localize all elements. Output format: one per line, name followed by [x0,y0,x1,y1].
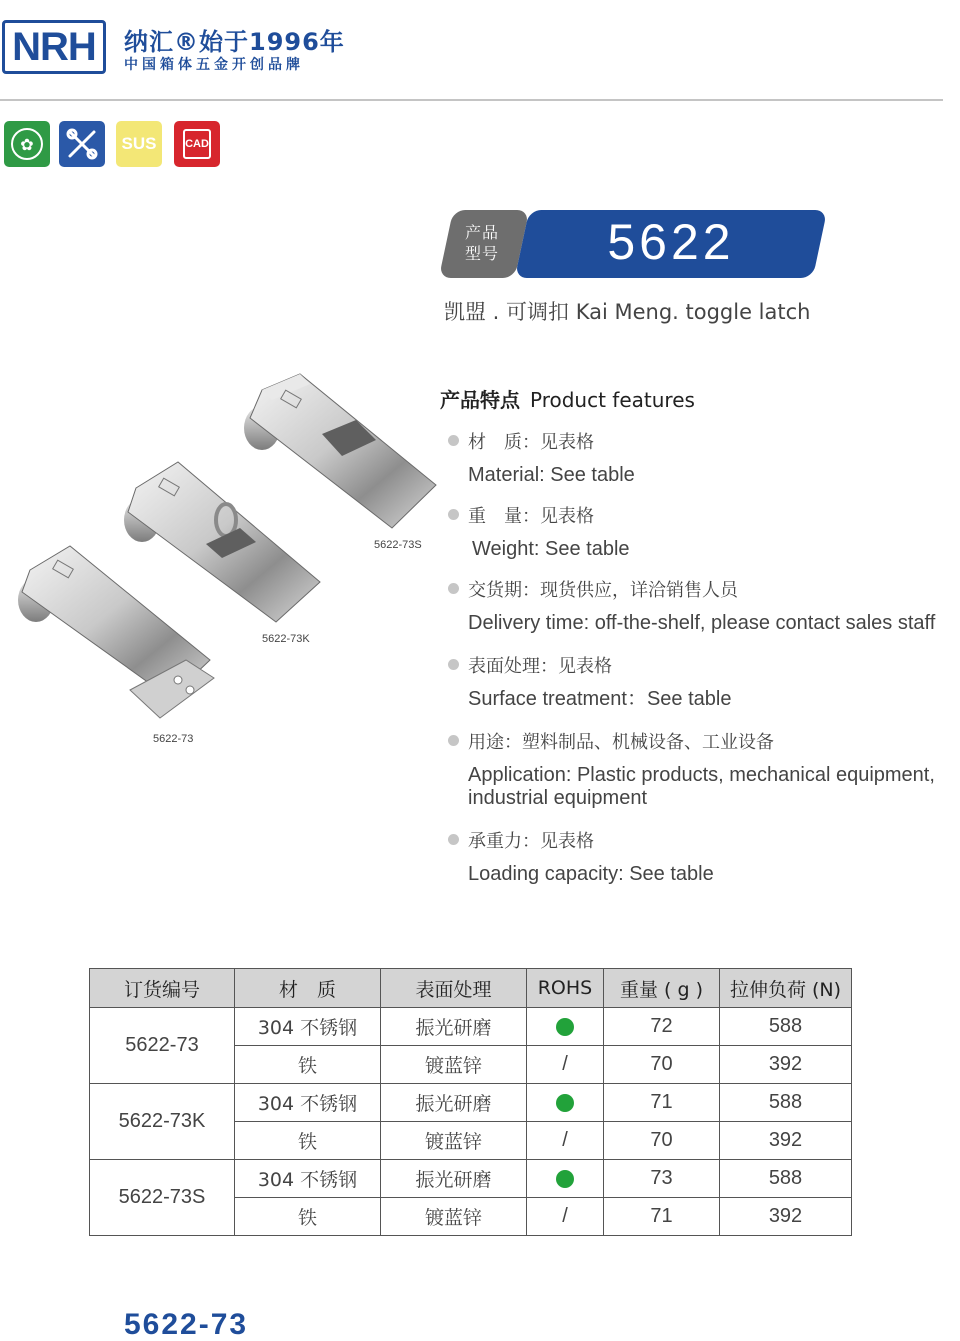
table-row [90,1160,852,1198]
features-title [440,384,695,413]
cad-badge-label: CAD [183,129,211,159]
weight-cell: 72 [604,1008,720,1046]
material-cell: 304 不锈钢 [235,1160,381,1198]
weight-cell: 70 [604,1122,720,1160]
table-row [90,1008,852,1046]
product-illustration [0,360,440,760]
feature-material [448,428,960,487]
surface-cell: 镀蓝锌 [381,1198,527,1236]
table-row [90,1084,852,1122]
logo-text: NRH [12,24,96,69]
rohs-cell [527,1008,604,1046]
feature-zh: 交货期：现货供应，详洽销售人员 [448,576,960,602]
weight-cell: 73 [604,1160,720,1198]
tools-icon [59,121,105,167]
latch-label-73: 5622-73 [153,733,194,745]
feature-zh: 表面处理：见表格 [448,652,960,678]
rohs-compliant-icon [556,1094,574,1112]
load-cell: 392 [720,1198,852,1236]
surface-cell: 镀蓝锌 [381,1046,527,1084]
model-tag-line2: 型号 [464,244,499,263]
latch-5622-73 [18,546,214,718]
feature-zh: 材 质：见表格 [448,428,960,454]
cad-badge [174,121,220,167]
rohs-cell: / [527,1198,604,1236]
load-cell: 588 [720,1008,852,1046]
spec-table [89,968,852,1236]
latch-drawings [0,360,440,760]
latch-label-73k: 5622-73K [262,633,310,645]
material-cell: 304 不锈钢 [235,1084,381,1122]
header-order-code: 订货编号 [90,969,235,1008]
features-title-zh: 产品特点 [440,388,520,412]
feature-en: Surface treatment：See table [468,688,732,710]
load-cell: 588 [720,1160,852,1198]
rohs-compliant-icon [556,1018,574,1036]
feature-weight [448,502,960,561]
weight-cell: 71 [604,1198,720,1236]
feature-en: Delivery time: off-the-shelf, please contact sales staff [468,612,936,634]
order-code-cell: 5622-73K [90,1084,235,1160]
load-cell: 392 [720,1046,852,1084]
feature-application [448,728,960,810]
next-page-heading-peek: 5622-73 [124,1308,249,1341]
brand-name: 纳汇®始于1996年 [124,28,345,56]
model-tag [462,222,502,264]
material-cell: 铁 [235,1122,381,1160]
sus-badge-label: SUS [121,134,157,153]
feature-delivery [448,576,960,635]
feature-zh: 承重力：见表格 [448,827,960,853]
feature-en: Loading capacity: See table [468,863,714,885]
table-header-row [90,969,852,1008]
surface-cell: 振光研磨 [381,1008,527,1046]
load-cell: 392 [720,1122,852,1160]
header-surface: 表面处理 [381,969,527,1008]
material-cell: 铁 [235,1198,381,1236]
latch-label-73s: 5622-73S [374,539,422,551]
rohs-compliant-icon [556,1170,574,1188]
header-rohs: ROHS [527,969,604,1008]
rohs-cell: / [527,1046,604,1084]
rohs-cell: / [527,1122,604,1160]
model-tag-line1: 产品 [464,223,499,242]
feature-en: Material: See table [468,464,635,486]
feature-zh: 用途：塑料制品、机械设备、工业设备 [448,728,960,754]
rohs-cell [527,1160,604,1198]
surface-cell: 振光研磨 [381,1084,527,1122]
rohs-cell [527,1084,604,1122]
model-number: 5622 [607,214,735,270]
product-name: 凯盟 . 可调扣 Kai Meng. toggle latch [444,300,811,324]
brand-tagline: 中国箱体五金开创品牌 [124,57,304,73]
features-title-en: Product features [530,388,695,412]
feature-en: Application: Plastic products, mechanical equipment, industrial equipment [468,764,935,809]
order-code-cell: 5622-73S [90,1160,235,1236]
feature-surface [448,652,960,711]
header-divider [0,99,943,101]
load-cell: 588 [720,1084,852,1122]
header-weight: 重量 ( g ) [604,969,720,1008]
sus-badge [116,121,162,167]
surface-cell: 振光研磨 [381,1160,527,1198]
material-cell: 304 不锈钢 [235,1008,381,1046]
feature-en: Weight: See table [472,538,630,560]
feature-loading [448,827,960,886]
order-code-cell: 5622-73 [90,1008,235,1084]
weight-cell: 71 [604,1084,720,1122]
latch-5622-73k [124,462,320,622]
weight-cell: 70 [604,1046,720,1084]
material-cell: 铁 [235,1046,381,1084]
feature-zh: 重 量：见表格 [448,502,960,528]
eco-leaf-icon: ✿ [4,121,50,167]
nrh-logo [2,20,106,74]
header-material: 材 质 [235,969,381,1008]
header-load: 拉伸负荷 (N) [720,969,852,1008]
latch-5622-73s [244,374,436,528]
surface-cell: 镀蓝锌 [381,1122,527,1160]
